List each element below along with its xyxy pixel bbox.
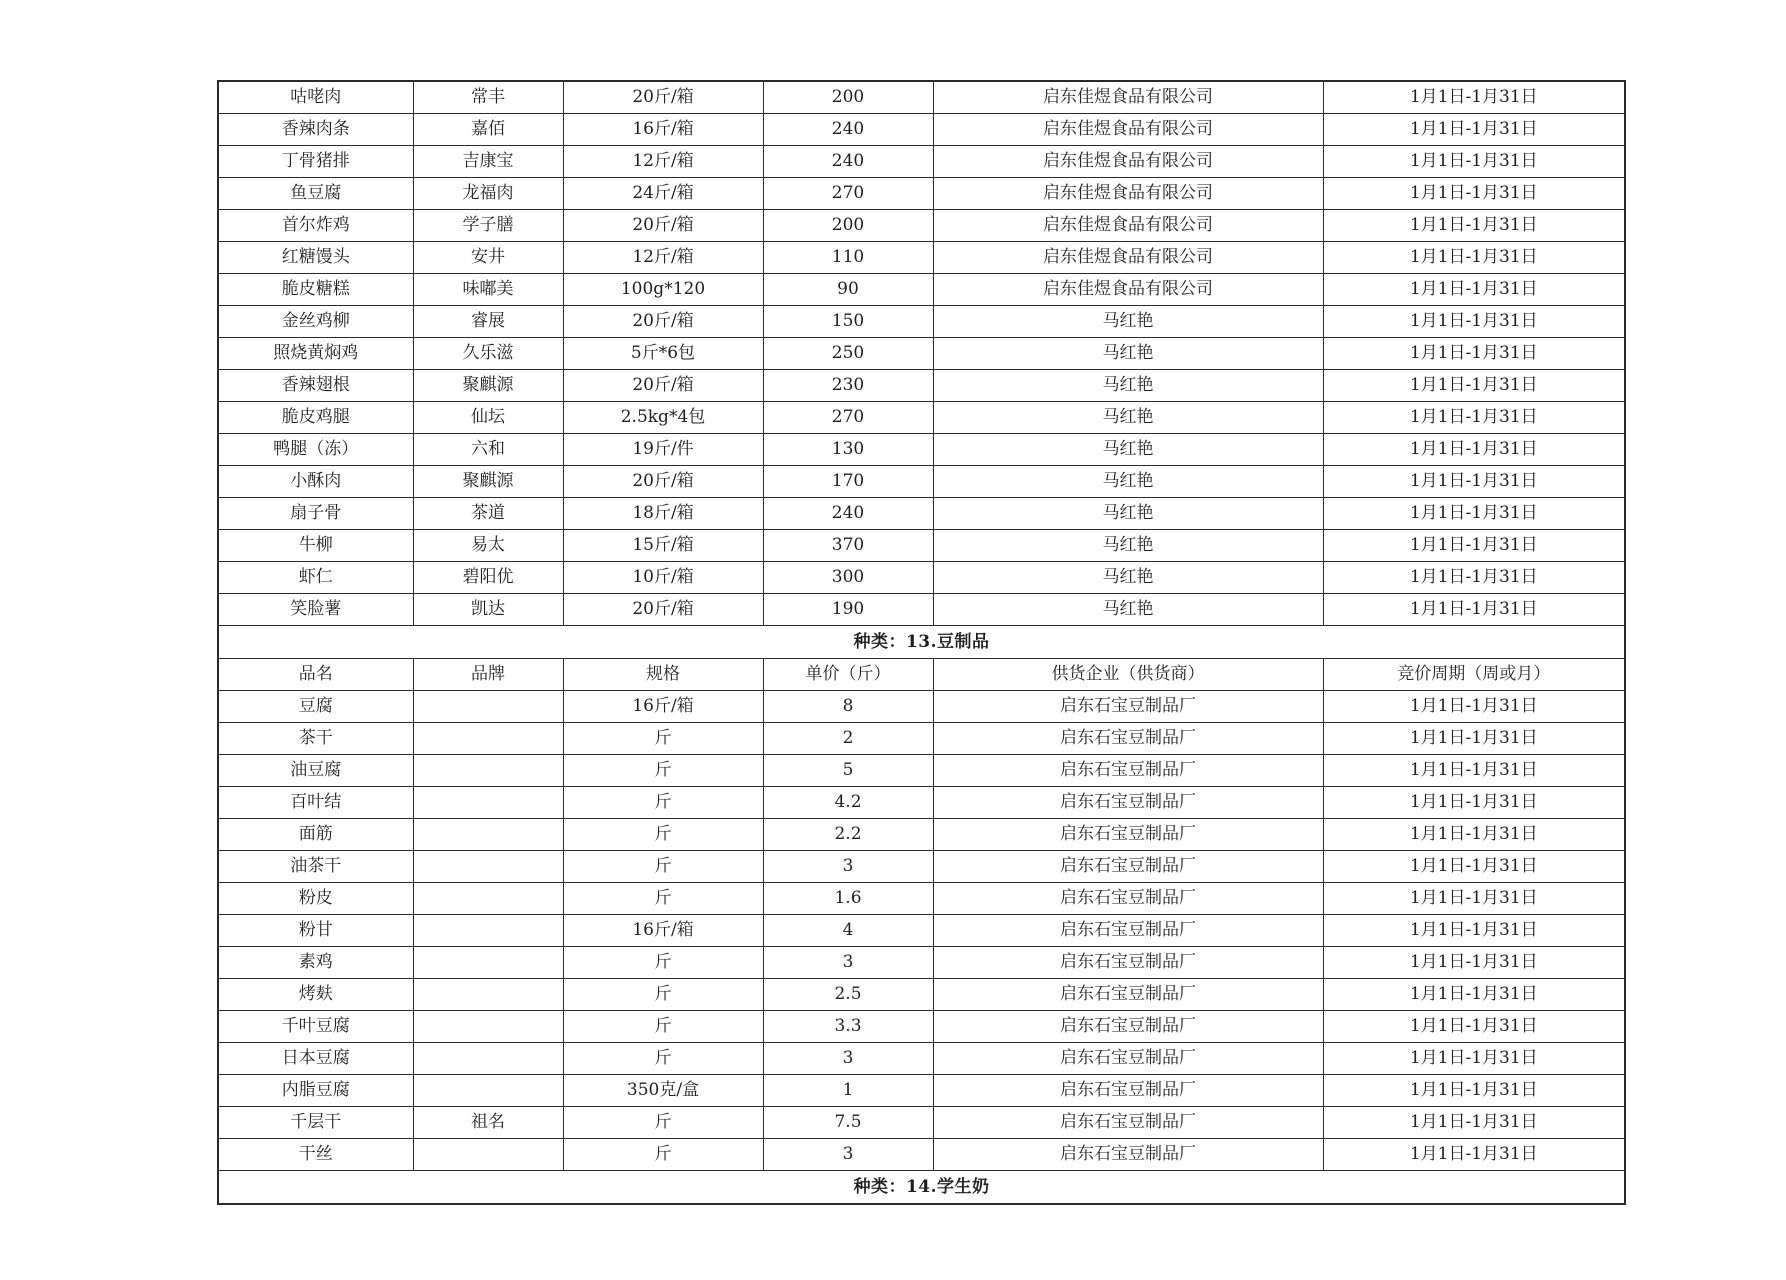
spec-cell: 斤 <box>563 947 763 979</box>
spec-cell: 斤 <box>563 755 763 787</box>
product-name-cell: 油茶干 <box>218 851 413 883</box>
spec-cell: 16斤/箱 <box>563 915 763 947</box>
unit-price-cell: 1 <box>763 1075 933 1107</box>
table-row <box>218 755 1625 787</box>
supplier-cell: 马红艳 <box>933 370 1323 402</box>
brand-cell <box>413 819 563 851</box>
product-name-cell: 照烧黄焖鸡 <box>218 338 413 370</box>
brand-cell: 龙福肉 <box>413 178 563 210</box>
spec-cell: 20斤/箱 <box>563 210 763 242</box>
supplier-cell: 马红艳 <box>933 338 1323 370</box>
unit-price-cell: 3 <box>763 947 933 979</box>
brand-cell <box>413 915 563 947</box>
supplier-cell: 启东佳煜食品有限公司 <box>933 114 1323 146</box>
price-table <box>217 80 1626 1205</box>
spec-cell: 20斤/箱 <box>563 81 763 114</box>
supplier-cell: 启东佳煜食品有限公司 <box>933 242 1323 274</box>
product-name-cell: 咕咾肉 <box>218 81 413 114</box>
product-name-cell: 百叶结 <box>218 787 413 819</box>
table-row <box>218 81 1625 114</box>
bid-period-cell: 1月1日-1月31日 <box>1323 883 1625 915</box>
brand-cell: 常丰 <box>413 81 563 114</box>
product-name-cell: 香辣翅根 <box>218 370 413 402</box>
supplier-cell: 马红艳 <box>933 434 1323 466</box>
product-name-cell: 烤麸 <box>218 979 413 1011</box>
supplier-cell: 启东石宝豆制品厂 <box>933 787 1323 819</box>
unit-price-cell: 240 <box>763 114 933 146</box>
spec-cell: 斤 <box>563 1107 763 1139</box>
product-name-cell: 小酥肉 <box>218 466 413 498</box>
table-row <box>218 1011 1625 1043</box>
bid-period-cell: 1月1日-1月31日 <box>1323 81 1625 114</box>
supplier-cell: 马红艳 <box>933 402 1323 434</box>
brand-cell <box>413 947 563 979</box>
product-name-cell: 扇子骨 <box>218 498 413 530</box>
product-name-cell: 千层干 <box>218 1107 413 1139</box>
brand-cell: 祖名 <box>413 1107 563 1139</box>
brand-cell: 聚麒源 <box>413 370 563 402</box>
unit-price-cell: 3.3 <box>763 1011 933 1043</box>
supplier-cell: 启东石宝豆制品厂 <box>933 979 1323 1011</box>
bid-period-cell: 1月1日-1月31日 <box>1323 1107 1625 1139</box>
unit-price-cell: 130 <box>763 434 933 466</box>
product-name-cell: 豆腐 <box>218 691 413 723</box>
column-header: 单价（斤） <box>763 659 933 691</box>
table-row <box>218 306 1625 338</box>
spec-cell: 斤 <box>563 723 763 755</box>
brand-cell <box>413 1043 563 1075</box>
brand-cell: 久乐滋 <box>413 338 563 370</box>
product-name-cell: 面筋 <box>218 819 413 851</box>
supplier-cell: 马红艳 <box>933 466 1323 498</box>
unit-price-cell: 3 <box>763 1043 933 1075</box>
spec-cell: 斤 <box>563 819 763 851</box>
category-14-section-title: 种类：14.学生奶 <box>218 1171 1625 1205</box>
table-row <box>218 242 1625 274</box>
supplier-cell: 启东石宝豆制品厂 <box>933 819 1323 851</box>
supplier-cell: 启东石宝豆制品厂 <box>933 851 1323 883</box>
spec-cell: 18斤/箱 <box>563 498 763 530</box>
column-header: 品名 <box>218 659 413 691</box>
brand-cell <box>413 723 563 755</box>
spec-cell: 19斤/件 <box>563 434 763 466</box>
brand-cell: 茶道 <box>413 498 563 530</box>
table-row <box>218 210 1625 242</box>
bid-period-cell: 1月1日-1月31日 <box>1323 851 1625 883</box>
unit-price-cell: 230 <box>763 370 933 402</box>
table-row <box>218 274 1625 306</box>
table-row <box>218 530 1625 562</box>
price-table-sheet <box>217 80 1624 1205</box>
supplier-cell: 马红艳 <box>933 562 1323 594</box>
table-row <box>218 787 1625 819</box>
unit-price-cell: 2.5 <box>763 979 933 1011</box>
bid-period-cell: 1月1日-1月31日 <box>1323 242 1625 274</box>
unit-price-cell: 270 <box>763 178 933 210</box>
spec-cell: 斤 <box>563 883 763 915</box>
unit-price-cell: 110 <box>763 242 933 274</box>
unit-price-cell: 2 <box>763 723 933 755</box>
spec-cell: 20斤/箱 <box>563 466 763 498</box>
brand-cell <box>413 979 563 1011</box>
category-14-section-row <box>218 1171 1625 1205</box>
spec-cell: 350克/盒 <box>563 1075 763 1107</box>
table-row <box>218 819 1625 851</box>
bid-period-cell: 1月1日-1月31日 <box>1323 562 1625 594</box>
unit-price-cell: 240 <box>763 146 933 178</box>
table-row <box>218 979 1625 1011</box>
supplier-cell: 马红艳 <box>933 306 1323 338</box>
product-name-cell: 干丝 <box>218 1139 413 1171</box>
bid-period-cell: 1月1日-1月31日 <box>1323 370 1625 402</box>
unit-price-cell: 3 <box>763 851 933 883</box>
product-name-cell: 笑脸薯 <box>218 594 413 626</box>
unit-price-cell: 7.5 <box>763 1107 933 1139</box>
unit-price-cell: 4.2 <box>763 787 933 819</box>
spec-cell: 10斤/箱 <box>563 562 763 594</box>
supplier-cell: 启东石宝豆制品厂 <box>933 1011 1323 1043</box>
brand-cell: 聚麒源 <box>413 466 563 498</box>
spec-cell: 16斤/箱 <box>563 691 763 723</box>
brand-cell <box>413 787 563 819</box>
bid-period-cell: 1月1日-1月31日 <box>1323 338 1625 370</box>
product-name-cell: 千叶豆腐 <box>218 1011 413 1043</box>
spec-cell: 12斤/箱 <box>563 146 763 178</box>
bid-period-cell: 1月1日-1月31日 <box>1323 434 1625 466</box>
supplier-cell: 马红艳 <box>933 594 1323 626</box>
unit-price-cell: 90 <box>763 274 933 306</box>
table-row <box>218 723 1625 755</box>
bid-period-cell: 1月1日-1月31日 <box>1323 691 1625 723</box>
table-row <box>218 146 1625 178</box>
brand-cell: 仙坛 <box>413 402 563 434</box>
unit-price-cell: 250 <box>763 338 933 370</box>
spec-cell: 2.5kg*4包 <box>563 402 763 434</box>
table-row <box>218 851 1625 883</box>
spec-cell: 20斤/箱 <box>563 594 763 626</box>
brand-cell: 味嘟美 <box>413 274 563 306</box>
spec-cell: 15斤/箱 <box>563 530 763 562</box>
product-name-cell: 红糖馒头 <box>218 242 413 274</box>
column-header: 竞价周期（周或月） <box>1323 659 1625 691</box>
table-row <box>218 1139 1625 1171</box>
bid-period-cell: 1月1日-1月31日 <box>1323 947 1625 979</box>
supplier-cell: 启东佳煜食品有限公司 <box>933 210 1323 242</box>
bid-period-cell: 1月1日-1月31日 <box>1323 178 1625 210</box>
brand-cell <box>413 755 563 787</box>
supplier-cell: 马红艳 <box>933 530 1323 562</box>
product-name-cell: 茶干 <box>218 723 413 755</box>
column-header: 品牌 <box>413 659 563 691</box>
supplier-cell: 启东石宝豆制品厂 <box>933 1107 1323 1139</box>
unit-price-cell: 240 <box>763 498 933 530</box>
spec-cell: 16斤/箱 <box>563 114 763 146</box>
brand-cell: 睿展 <box>413 306 563 338</box>
spec-cell: 斤 <box>563 851 763 883</box>
table-row <box>218 114 1625 146</box>
product-name-cell: 金丝鸡柳 <box>218 306 413 338</box>
spec-cell: 斤 <box>563 1011 763 1043</box>
brand-cell <box>413 883 563 915</box>
spec-cell: 5斤*6包 <box>563 338 763 370</box>
bid-period-cell: 1月1日-1月31日 <box>1323 819 1625 851</box>
unit-price-cell: 170 <box>763 466 933 498</box>
product-name-cell: 鸭腿（冻） <box>218 434 413 466</box>
bid-period-cell: 1月1日-1月31日 <box>1323 1075 1625 1107</box>
bid-period-cell: 1月1日-1月31日 <box>1323 755 1625 787</box>
bid-period-cell: 1月1日-1月31日 <box>1323 1043 1625 1075</box>
bid-period-cell: 1月1日-1月31日 <box>1323 146 1625 178</box>
supplier-cell: 启东佳煜食品有限公司 <box>933 81 1323 114</box>
category-13-section-row <box>218 626 1625 659</box>
table-row <box>218 947 1625 979</box>
spec-cell: 24斤/箱 <box>563 178 763 210</box>
spec-cell: 斤 <box>563 787 763 819</box>
bid-period-cell: 1月1日-1月31日 <box>1323 274 1625 306</box>
bid-period-cell: 1月1日-1月31日 <box>1323 915 1625 947</box>
brand-cell <box>413 1139 563 1171</box>
bid-period-cell: 1月1日-1月31日 <box>1323 1139 1625 1171</box>
brand-cell <box>413 1011 563 1043</box>
price-table-body <box>218 81 1625 1204</box>
spec-cell: 斤 <box>563 1139 763 1171</box>
table-row <box>218 1043 1625 1075</box>
bid-period-cell: 1月1日-1月31日 <box>1323 979 1625 1011</box>
unit-price-cell: 3 <box>763 1139 933 1171</box>
supplier-cell: 启东石宝豆制品厂 <box>933 691 1323 723</box>
supplier-cell: 启东石宝豆制品厂 <box>933 1139 1323 1171</box>
column-header-row <box>218 659 1625 691</box>
table-row <box>218 1075 1625 1107</box>
unit-price-cell: 370 <box>763 530 933 562</box>
table-row <box>218 338 1625 370</box>
table-row <box>218 562 1625 594</box>
supplier-cell: 启东石宝豆制品厂 <box>933 883 1323 915</box>
brand-cell <box>413 691 563 723</box>
table-row <box>218 1107 1625 1139</box>
unit-price-cell: 4 <box>763 915 933 947</box>
spec-cell: 斤 <box>563 1043 763 1075</box>
bid-period-cell: 1月1日-1月31日 <box>1323 723 1625 755</box>
product-name-cell: 粉甘 <box>218 915 413 947</box>
product-name-cell: 虾仁 <box>218 562 413 594</box>
supplier-cell: 马红艳 <box>933 498 1323 530</box>
bid-period-cell: 1月1日-1月31日 <box>1323 306 1625 338</box>
supplier-cell: 启东石宝豆制品厂 <box>933 1043 1323 1075</box>
brand-cell <box>413 1075 563 1107</box>
product-name-cell: 牛柳 <box>218 530 413 562</box>
table-row <box>218 691 1625 723</box>
unit-price-cell: 190 <box>763 594 933 626</box>
product-name-cell: 内脂豆腐 <box>218 1075 413 1107</box>
supplier-cell: 启东石宝豆制品厂 <box>933 947 1323 979</box>
unit-price-cell: 8 <box>763 691 933 723</box>
product-name-cell: 首尔炸鸡 <box>218 210 413 242</box>
product-name-cell: 素鸡 <box>218 947 413 979</box>
spec-cell: 12斤/箱 <box>563 242 763 274</box>
supplier-cell: 启东石宝豆制品厂 <box>933 915 1323 947</box>
unit-price-cell: 200 <box>763 81 933 114</box>
bid-period-cell: 1月1日-1月31日 <box>1323 594 1625 626</box>
brand-cell: 吉康宝 <box>413 146 563 178</box>
bid-period-cell: 1月1日-1月31日 <box>1323 498 1625 530</box>
table-row <box>218 915 1625 947</box>
brand-cell: 安井 <box>413 242 563 274</box>
unit-price-cell: 300 <box>763 562 933 594</box>
brand-cell: 学子膳 <box>413 210 563 242</box>
table-row <box>218 594 1625 626</box>
bid-period-cell: 1月1日-1月31日 <box>1323 210 1625 242</box>
product-name-cell: 脆皮糖糕 <box>218 274 413 306</box>
supplier-cell: 启东石宝豆制品厂 <box>933 755 1323 787</box>
bid-period-cell: 1月1日-1月31日 <box>1323 466 1625 498</box>
unit-price-cell: 1.6 <box>763 883 933 915</box>
bid-period-cell: 1月1日-1月31日 <box>1323 402 1625 434</box>
spec-cell: 20斤/箱 <box>563 306 763 338</box>
unit-price-cell: 2.2 <box>763 819 933 851</box>
product-name-cell: 脆皮鸡腿 <box>218 402 413 434</box>
spec-cell: 20斤/箱 <box>563 370 763 402</box>
product-name-cell: 粉皮 <box>218 883 413 915</box>
product-name-cell: 日本豆腐 <box>218 1043 413 1075</box>
brand-cell: 六和 <box>413 434 563 466</box>
table-row <box>218 178 1625 210</box>
table-row <box>218 498 1625 530</box>
brand-cell: 嘉佰 <box>413 114 563 146</box>
column-header: 供货企业（供货商） <box>933 659 1323 691</box>
supplier-cell: 启东石宝豆制品厂 <box>933 723 1323 755</box>
table-row <box>218 402 1625 434</box>
unit-price-cell: 5 <box>763 755 933 787</box>
table-row <box>218 466 1625 498</box>
brand-cell <box>413 851 563 883</box>
product-name-cell: 鱼豆腐 <box>218 178 413 210</box>
table-row <box>218 883 1625 915</box>
spec-cell: 斤 <box>563 979 763 1011</box>
table-row <box>218 434 1625 466</box>
column-header: 规格 <box>563 659 763 691</box>
table-row <box>218 370 1625 402</box>
supplier-cell: 启东佳煜食品有限公司 <box>933 178 1323 210</box>
supplier-cell: 启东石宝豆制品厂 <box>933 1075 1323 1107</box>
brand-cell: 易太 <box>413 530 563 562</box>
supplier-cell: 启东佳煜食品有限公司 <box>933 274 1323 306</box>
brand-cell: 凯达 <box>413 594 563 626</box>
brand-cell: 碧阳优 <box>413 562 563 594</box>
bid-period-cell: 1月1日-1月31日 <box>1323 1011 1625 1043</box>
unit-price-cell: 200 <box>763 210 933 242</box>
unit-price-cell: 270 <box>763 402 933 434</box>
bid-period-cell: 1月1日-1月31日 <box>1323 530 1625 562</box>
spec-cell: 100g*120 <box>563 274 763 306</box>
supplier-cell: 启东佳煜食品有限公司 <box>933 146 1323 178</box>
bid-period-cell: 1月1日-1月31日 <box>1323 114 1625 146</box>
unit-price-cell: 150 <box>763 306 933 338</box>
product-name-cell: 丁骨猪排 <box>218 146 413 178</box>
bid-period-cell: 1月1日-1月31日 <box>1323 787 1625 819</box>
category-13-section-title: 种类：13.豆制品 <box>218 626 1625 659</box>
product-name-cell: 香辣肉条 <box>218 114 413 146</box>
product-name-cell: 油豆腐 <box>218 755 413 787</box>
